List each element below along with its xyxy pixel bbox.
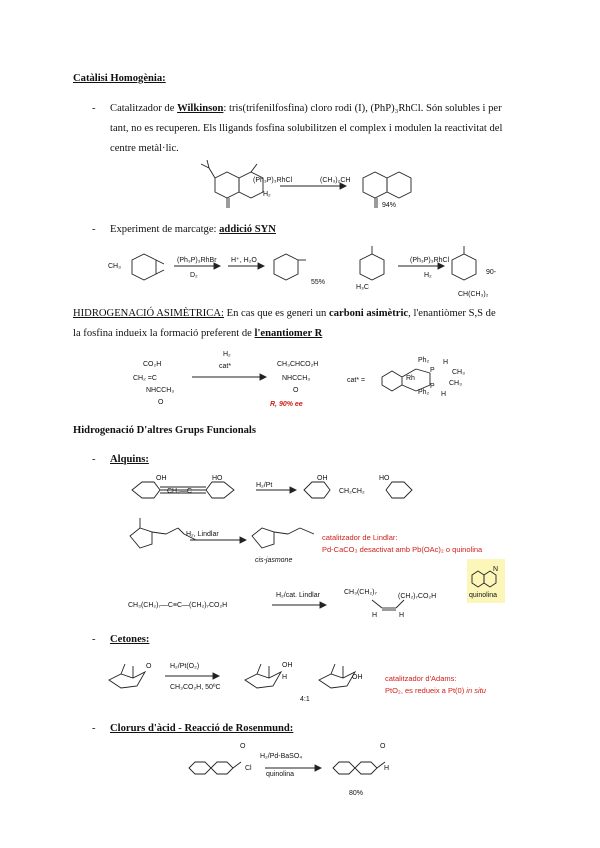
scheme2-sub3: CH(CH₃)₂ — [458, 291, 489, 298]
scheme2-r3-top: (Ph₃P)₃RhCl — [410, 257, 450, 264]
wilkinson-name: Wilkinson — [177, 103, 224, 114]
wilkinson-line1 — [110, 101, 502, 117]
alquins-prod-h2: H — [399, 612, 405, 619]
scheme-wilkinson-reaction — [185, 160, 415, 220]
marcatge-bold: addició SYN — [219, 224, 276, 235]
scheme3-prod-top: CH₃CHCO₂H — [277, 361, 319, 368]
cat-p2: P — [430, 383, 435, 390]
scheme2-r2-top: H⁺, H₂O — [231, 257, 257, 264]
cat-h2: H — [441, 391, 447, 398]
cetones-ratio: 4:1 — [300, 696, 310, 703]
scheme3-left-o: O — [158, 399, 164, 406]
bullet-dash: - — [92, 103, 96, 114]
cat-h1: H — [443, 359, 449, 366]
alquins-p1-chain: CH₂CH₂ — [339, 488, 365, 495]
marcatge-line — [110, 222, 276, 238]
scheme2-yield: 55% — [311, 279, 326, 286]
asimetrica-bold2: l'enantiomer R — [254, 328, 323, 339]
wilkinson-line3: centre metàl·lic. — [110, 143, 179, 154]
adams-red-italic: in situ — [466, 686, 486, 695]
alquins-reagent1: H₂/Pt — [256, 482, 273, 489]
cat-ch3a: CH₃ — [452, 369, 465, 376]
cetones-h: H — [282, 674, 288, 681]
cat-ph1: Ph₂ — [418, 357, 430, 364]
scheme1-yield: 94% — [382, 202, 397, 209]
rosenmund-cl: Cl — [245, 765, 252, 772]
alquins-r1-chain: CH₂—C — [167, 488, 192, 495]
cat-ph2: Ph₂ — [418, 389, 430, 396]
marcatge-prefix: Experiment de marcatge: — [110, 224, 220, 235]
scheme3-arrow — [190, 372, 270, 382]
scheme2-left-label: CH₃ — [108, 263, 121, 270]
asimetrica-text1: En cas que es generi un — [223, 308, 329, 319]
cetones-reagent-bottom: CH₃CO₂H, 50ºC — [170, 684, 221, 691]
scheme2-sub1: H₃C — [356, 284, 369, 291]
asimetrica-line2 — [73, 326, 322, 342]
scheme1-product-label: (CH₃)₂CH — [320, 177, 351, 184]
asimetrica-line2-text: la fosfina indueix la formació preferent de — [73, 328, 255, 339]
scheme3-cat-label: cat* = — [347, 377, 366, 384]
cat-ch3b: CH₃ — [449, 380, 462, 387]
scheme-alquins-3-arrow — [270, 600, 330, 610]
scheme1-reagent-bottom: H₂ — [263, 191, 271, 198]
wilkinson-rest: : tris(trifenilfosfina) cloro rodi (I), (PhP)₃RhCl. Són solubles i per — [223, 103, 502, 114]
alquins-chain-left: CH₃(CH₂)₇—C≡C—(CH₂)₇CO₂H — [128, 602, 228, 609]
scheme3-left-nh: NHCCH₃ — [146, 387, 175, 394]
rosenmund-reagent-top: H₂/Pd-BaSO₄ — [260, 753, 303, 760]
section-heading-grups: Hidrogenació D'altres Grups Funcionals — [73, 425, 256, 436]
adams-red-text: PtO₂, es redueix a Pt(0) — [385, 686, 467, 695]
bullet-dash: - — [92, 723, 96, 734]
asimetrica-line1 — [73, 306, 496, 322]
quinolina-label: quinolina — [469, 592, 498, 599]
scheme3-reagent-bottom: cat* — [219, 363, 232, 370]
alquins-prod-left: CH₃(CH₂)₇ — [344, 589, 377, 596]
lindlar-red-desc: Pd-CaCO₃ desactivat amb Pb(OAc)₂ o quinolina — [322, 545, 483, 554]
cetones-o-label: O — [146, 663, 152, 670]
asimetrica-text2: , l'enantiòmer S,S de — [408, 308, 496, 319]
alquins-r1-ho: HO — [212, 475, 223, 482]
rosenmund-o1: O — [240, 743, 246, 750]
adams-red-desc — [385, 686, 486, 695]
rosenmund-reagent-bottom: quinolina — [266, 771, 295, 778]
quinolina-box — [467, 559, 505, 603]
scheme3-reagent-top: H₂ — [223, 351, 231, 358]
lindlar-red-title: catalitzador de Lindlar: — [322, 533, 398, 542]
alquins-prod-right: (CH₂)₇CO₂H — [398, 593, 437, 600]
scheme2-yield2: 90- — [486, 269, 497, 276]
alquins-title: Alquins: — [110, 454, 149, 465]
alquins-subtitle2: cis-jasmone — [255, 557, 293, 564]
alquins-reagent2: H₂, Lindlar — [186, 531, 219, 538]
adams-red-title: catalitzador d'Adams: — [385, 674, 457, 683]
wilkinson-line2: tant, no es recuperen. Els lligands fosfina solubilitzen el complex i modulen la reactivitat del — [110, 123, 503, 134]
quinolina-structure — [467, 559, 505, 591]
bullet-dash: - — [92, 224, 96, 235]
alquins-reagent3: H₂/cat. Lindlar — [276, 592, 320, 599]
scheme1-reagent-top: (Ph₃P)₃RhCl — [253, 177, 293, 184]
cetones-oh2: OH — [352, 674, 363, 681]
alquins-p1-ho: HO — [379, 475, 390, 482]
alquins-prod-h1: H — [372, 612, 378, 619]
scheme-rosenmund — [185, 740, 395, 788]
wilkinson-prefix: Catalitzador de — [110, 103, 178, 114]
cetones-oh: OH — [282, 662, 293, 669]
asimetrica-bold1: carboni asimètric — [329, 308, 409, 319]
asimetrica-title: HIDROGENACIÓ ASIMÈTRICA: — [73, 308, 224, 319]
scheme2-r3-bottom: H₂ — [424, 272, 432, 279]
cetones-reagent-top: H₂/Pt(O₂) — [170, 663, 200, 670]
scheme3-prod-o: O — [293, 387, 299, 394]
rosenmund-yield: 80% — [349, 790, 364, 797]
rosenmund-h: H — [384, 765, 390, 772]
cetones-title: Cetones: — [110, 634, 150, 645]
rosenmund-o2: O — [380, 743, 386, 750]
scheme3-left-mid: CH₂ =C — [133, 375, 157, 382]
scheme3-prod-nh: NHCCH₃ — [282, 375, 311, 382]
bullet-dash: - — [92, 454, 96, 465]
alquins-r1-oh: OH — [156, 475, 167, 482]
quinolina-n: N — [493, 566, 499, 573]
cat-p1: P — [430, 367, 435, 374]
cat-rh: Rh — [406, 375, 415, 382]
clorurs-title: Clorurs d'àcid - Reacció de Rosenmund: — [110, 723, 294, 734]
scheme2-r1-top: (Ph₃P)₃RhBr — [177, 257, 217, 264]
scheme2-r1-bottom: D₂ — [190, 272, 198, 279]
section-heading-homogenia: Catàlisi Homogènia: — [73, 73, 166, 84]
alquins-p1-oh: OH — [317, 475, 328, 482]
scheme3-left-top: CO₂H — [143, 361, 162, 368]
bullet-dash: - — [92, 634, 96, 645]
scheme-marcatge — [108, 242, 508, 292]
scheme3-result: R, 90% ee — [270, 401, 303, 408]
